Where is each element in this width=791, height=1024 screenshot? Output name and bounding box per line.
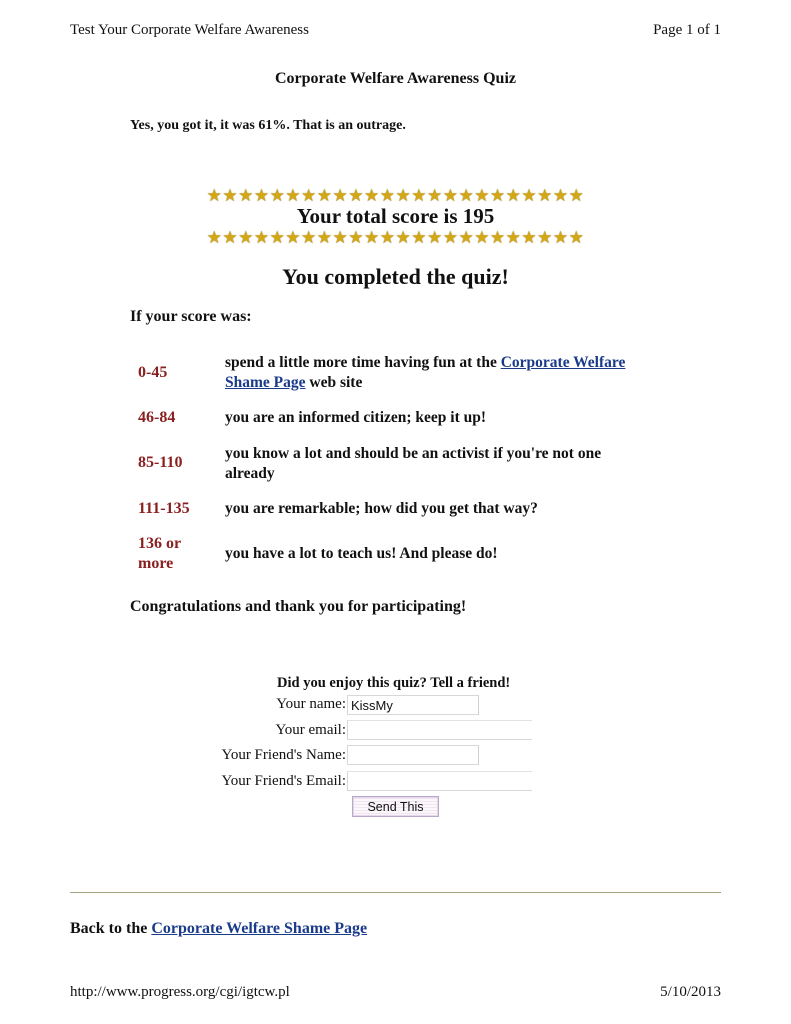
tell-friend-title: Did you enjoy this quiz? Tell a friend! (277, 675, 511, 691)
stars-row-top: ★★★★★★★★★★★★★★★★★★★★★★★★ (206, 186, 585, 205)
answer-feedback: Yes, you got it, it was 61%. That is an outrage. (130, 118, 406, 133)
friend-email-input[interactable] (347, 771, 532, 791)
congratulations-text: Congratulations and thank you for participating! (130, 598, 467, 615)
score-range: 46-84 (138, 409, 176, 426)
score-intro: If your score was: (130, 308, 252, 325)
score-description-text: spend a little more time having fun at the (225, 354, 501, 371)
score-description: you are remarkable; how did you get that way? (225, 500, 538, 517)
score-description: you have a lot to teach us! And please do! (225, 545, 498, 562)
friend-name-input[interactable] (347, 745, 479, 765)
your-name-input[interactable] (347, 695, 479, 715)
score-description: you know a lot and should be an activist if you're not one already (225, 445, 602, 482)
completed-heading: You completed the quiz! (282, 264, 509, 289)
score-description-text: web site (305, 374, 363, 391)
score-range: 136 or more (138, 535, 181, 572)
score-range: 85-110 (138, 454, 183, 471)
divider (70, 892, 721, 893)
send-this-button[interactable]: Send This (352, 796, 439, 817)
total-score: Your total score is 195 (296, 204, 495, 228)
score-range: 0-45 (138, 364, 168, 381)
stars-row-bottom: ★★★★★★★★★★★★★★★★★★★★★★★★ (206, 228, 585, 247)
quiz-title: Corporate Welfare Awareness Quiz (275, 70, 516, 87)
print-footer-url: http://www.progress.org/cgi/igtcw.pl (70, 984, 290, 1000)
score-description (225, 353, 655, 393)
back-shame-page-link[interactable]: Corporate Welfare Shame Page (151, 920, 368, 937)
back-prefix: Back to the (70, 920, 152, 937)
your-email-label: Your email: (275, 722, 346, 738)
print-header-page: Page 1 of 1 (653, 22, 721, 38)
score-range: 111-135 (138, 500, 190, 517)
your-email-input[interactable] (347, 720, 532, 740)
your-name-label: Your name: (276, 696, 346, 712)
shame-page-link[interactable]: Corporate Welfare Shame Page (225, 354, 626, 391)
score-description: you are an informed citizen; keep it up! (225, 409, 487, 426)
print-header-title: Test Your Corporate Welfare Awareness (70, 22, 309, 38)
print-footer-date: 5/10/2013 (660, 984, 721, 1000)
friend-name-label: Your Friend's Name: (221, 747, 346, 763)
friend-email-label: Your Friend's Email: (221, 773, 346, 789)
back-link-line (70, 920, 367, 938)
